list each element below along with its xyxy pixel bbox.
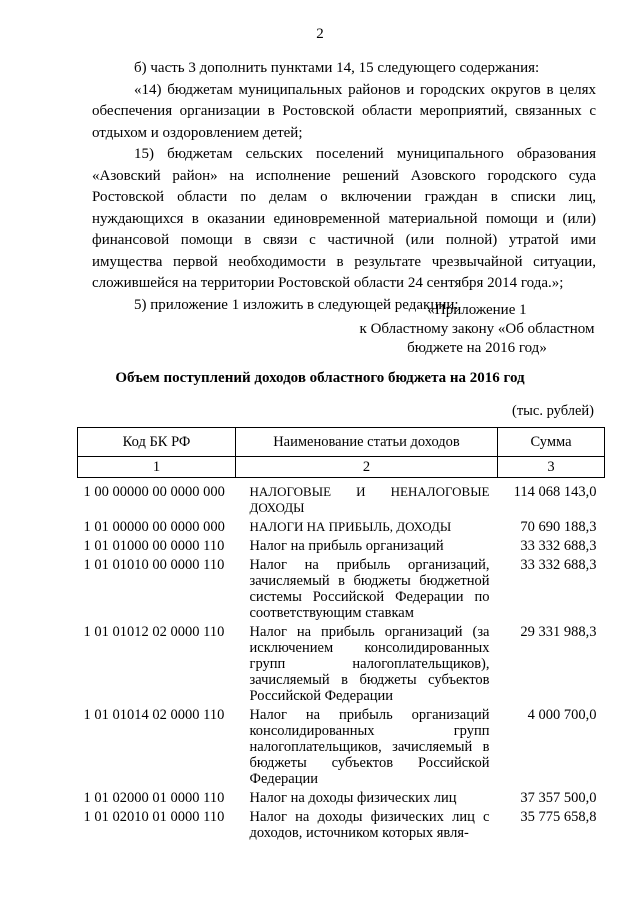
- row-sum: 29 331 988,3: [520, 624, 597, 640]
- appendix-reference: [352, 301, 602, 358]
- row-code: 1 01 01012 02 0000 110: [83, 624, 225, 640]
- page-number: 2: [316, 26, 324, 42]
- table-row: [78, 790, 605, 809]
- row-sum: 114 068 143,0: [513, 484, 597, 500]
- table-row: [78, 809, 605, 844]
- table-row: [78, 624, 605, 707]
- units-label: (тыс. рублей): [512, 403, 594, 419]
- row-name: Налог на доходы физических лиц с доходов, источником которых явля-: [249, 809, 490, 841]
- row-name: Налог на доходы физических лиц: [249, 790, 457, 806]
- table-row: [78, 478, 605, 520]
- row-code: 1 01 02010 01 0000 110: [83, 809, 225, 825]
- row-sum: 35 775 658,8: [520, 809, 597, 825]
- paragraph-3: 15) бюджетам сельских поселений муниципального образования «Азовский район» на исполнение решений Азовского городского суда Ростовской области по делам о включении граждан в списки лиц, нуждающихся в оказании единовременной материальной помощи и (или) финансовой помощи в связи с частичной (или полной) утратой ими имущества первой необходимости в результате чрезвычайной ситуации, сложившейся на территории Ростовской области 24 сентября 2014 года.»;: [92, 146, 596, 291]
- table-row: [78, 538, 605, 557]
- table-row: [78, 557, 605, 624]
- row-code: 1 00 00000 00 0000 000: [83, 484, 225, 500]
- table-row: [78, 707, 605, 790]
- row-code: 1 01 01014 02 0000 110: [83, 707, 225, 723]
- row-name: Налог на прибыль организаций (за исключением консолидированных групп налогоплательщиков), зачисляемый в бюджеты субъектов Российской Федерации: [249, 624, 490, 704]
- row-sum: 33 332 688,3: [520, 538, 597, 554]
- row-name: Налог на прибыль организаций, зачисляемый в бюджеты бюджетной системы Российской Федерации по соответствующим ставкам: [249, 557, 490, 621]
- header-code: Код БК РФ: [78, 428, 236, 457]
- paragraph-2: «14) бюджетам муниципальных районов и городских округов в целях обеспечения организации в Ростовской области мероприятий, связанных с отдыхом и оздоровлением детей;: [92, 81, 596, 141]
- revenue-table: [77, 427, 605, 844]
- column-number: 2: [236, 457, 498, 478]
- row-sum: 70 690 188,3: [520, 519, 597, 535]
- row-sum: 4 000 700,0: [527, 707, 597, 723]
- header-name: Наименование статьи доходов: [236, 428, 498, 457]
- paragraph-4: 5) приложение 1 изложить в следующей редакции:: [134, 296, 459, 313]
- header-sum: Сумма: [498, 428, 605, 457]
- appendix-line-1: «Приложение 1: [427, 302, 527, 318]
- row-sum: 37 357 500,0: [520, 790, 597, 806]
- column-number: 1: [78, 457, 236, 478]
- row-sum: 33 332 688,3: [520, 557, 597, 573]
- table-title: Объем поступлений доходов областного бюджета на 2016 год: [115, 370, 525, 386]
- row-code: 1 01 01000 00 0000 110: [83, 538, 225, 554]
- body-text: [92, 58, 596, 316]
- row-name: Налог на прибыль организаций: [249, 538, 444, 554]
- appendix-line-2: к Областному закону «Об областном: [359, 321, 595, 337]
- column-number: 3: [498, 457, 605, 478]
- table-row: [78, 519, 605, 538]
- appendix-line-3: бюджете на 2016 год»: [407, 340, 547, 356]
- row-name: НАЛОГИ НА ПРИБЫЛЬ, ДОХОДЫ: [249, 519, 452, 534]
- paragraph-1: б) часть 3 дополнить пунктами 14, 15 следующего содержания:: [134, 60, 540, 76]
- row-name: Налог на прибыль организаций консолидированных групп налогоплательщиков, зачисляемый в бюджеты субъектов Российской Федерации: [249, 707, 490, 787]
- row-code: 1 01 01010 00 0000 110: [83, 557, 225, 573]
- row-name: НАЛОГОВЫЕ И НЕНАЛОГОВЫЕ ДОХОДЫ: [249, 484, 490, 515]
- row-code: 1 01 00000 00 0000 000: [83, 519, 225, 535]
- row-code: 1 01 02000 01 0000 110: [83, 790, 225, 806]
